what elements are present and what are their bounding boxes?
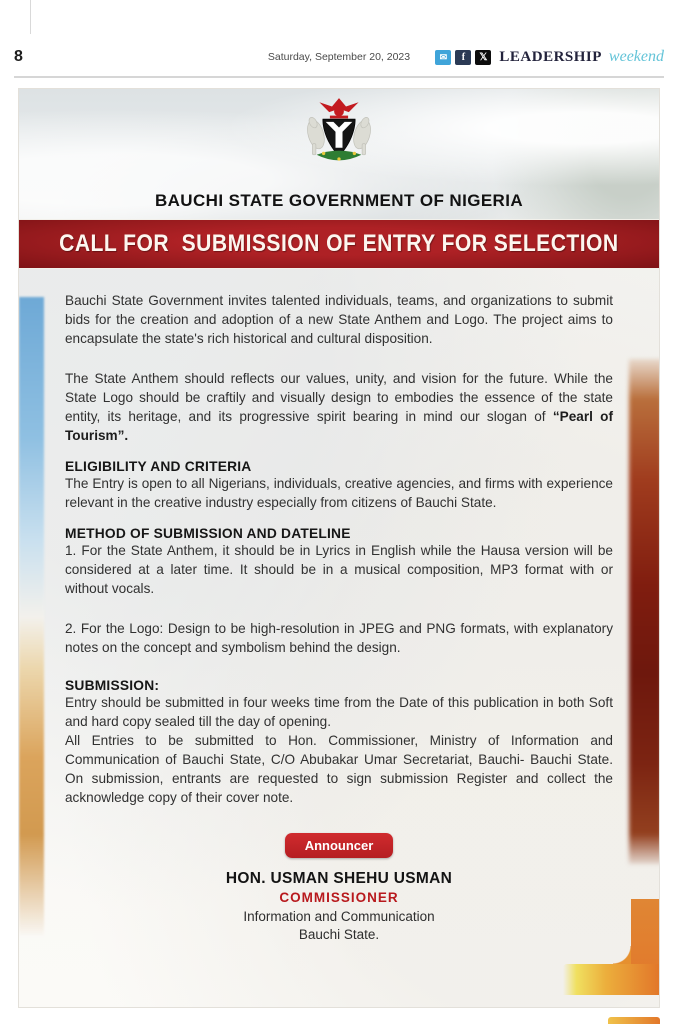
mail-icon: ✉ <box>435 50 451 65</box>
date-line: Saturday, September 20, 2023 <box>267 51 411 63</box>
corner-decoration-curve <box>613 946 631 964</box>
method-item-2: 2. For the Logo: Design to be high-resolution in JPEG and PNG formats, with explanatory notes on the concept and symbolism behind the design. <box>65 621 613 655</box>
intro-paragraph-2 <box>65 369 613 445</box>
submission-paragraph-1: Entry should be submitted in four weeks time from the Date of this publication in both Soft and hard copy sealed till the day of opening. <box>65 695 613 729</box>
brand-name: LEADERSHIP <box>499 48 602 65</box>
advert-masthead <box>19 89 659 219</box>
corner-decoration-horizontal <box>563 964 659 995</box>
page-number: 8 <box>14 48 23 65</box>
eligibility-body: The Entry is open to all Nigerians, individuals, creative agencies, and firms with experience relevant in the creative industry especially from citizens of Bauchi State. <box>65 476 613 510</box>
announcer-dept-line2: Bauchi State. <box>298 927 380 942</box>
announcer-department <box>65 908 613 944</box>
announcer-block <box>65 833 613 944</box>
headline-banner <box>18 219 660 269</box>
left-photo-strip <box>19 297 44 937</box>
advert-sheet <box>18 88 660 1008</box>
newspaper-header <box>14 44 664 78</box>
announcer-badge: Announcer <box>285 833 394 858</box>
corner-decoration <box>563 899 659 995</box>
eligibility-heading: ELIGIBILITY AND CRITERIA <box>65 459 252 474</box>
announcer-title: COMMISSIONER <box>279 890 399 905</box>
facebook-icon: f <box>455 50 471 65</box>
bottom-edge-decoration <box>608 1017 660 1024</box>
brand-edition: weekend <box>608 48 664 65</box>
org-title: BAUCHI STATE GOVERNMENT OF NIGERIA <box>154 191 524 210</box>
method-heading: METHOD OF SUBMISSION AND DATELINE <box>65 526 351 541</box>
column-rule <box>30 0 31 34</box>
intro-paragraph-2-main: The State Anthem should reflects our values, unity, and vision for the future. While the State Logo should be craftily and visually design to embodies the essence of the state entity, its heritage, and its progressive spirit bearing in mind our slogan of <box>65 371 613 424</box>
submission-paragraph-2: All Entries to be submitted to Hon. Commissioner, Ministry of Information and Communication of Bauchi State, C/O Abubakar Umar Secretariat, Bauchi- Bauchi State. On submission, entrants are requested to sign submission Register and collect the acknowledge copy of their cover note. <box>65 733 613 805</box>
right-photo-strip <box>629 359 660 864</box>
announcer-dept-line1: Information and Communication <box>243 909 435 924</box>
advert-body <box>19 269 659 944</box>
slogan-text: “Pearl of Tourism”. <box>65 409 613 443</box>
headline-text: CALL FOR SUBMISSION OF ENTRY FOR SELECTION <box>59 230 619 257</box>
x-icon: 𝕏 <box>475 50 491 65</box>
nigeria-coat-of-arms <box>297 95 381 181</box>
method-item-1: 1. For the State Anthem, it should be in Lyrics in English while the Hausa version will be considered at a later time. It should be in a musical composition, MP3 format with or without vocals. <box>65 543 613 596</box>
submission-heading: SUBMISSION: <box>65 678 160 693</box>
masthead-brand <box>429 48 664 66</box>
announcer-name: HON. USMAN SHEHU USMAN <box>225 870 453 887</box>
intro-paragraph-1: Bauchi State Government invites talented individuals, teams, and organizations to submit bids for the creation and adoption of a new State Anthem and Logo. The project aims to encapsulate the state's rich historical and cultural disposition. <box>65 293 613 346</box>
